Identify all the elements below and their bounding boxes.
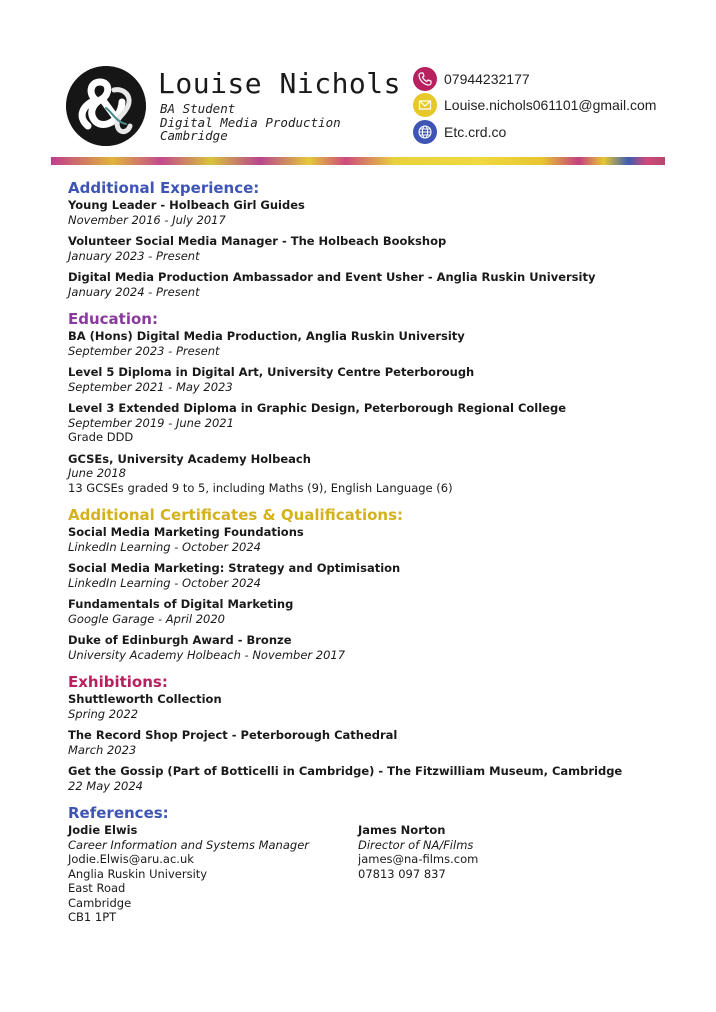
entry-title: Level 5 Diploma in Digital Art, University Centre Peterborough <box>68 365 475 379</box>
section-certificates <box>68 506 668 662</box>
entry-date: LinkedIn Learning - October 2024 <box>68 539 261 554</box>
reference-card <box>68 823 358 925</box>
phone-number[interactable]: 07944232177 <box>444 71 530 87</box>
contact-email[interactable] <box>413 93 656 117</box>
entry-title: BA (Hons) Digital Media Production, Anglia Ruskin University <box>68 329 465 343</box>
entry-date: November 2016 - July 2017 <box>68 212 226 227</box>
entry-title: GCSEs, University Academy Holbeach <box>68 451 311 466</box>
entry-date: September 2019 - June 2021 <box>68 415 234 430</box>
section-title: Additional Certificates & Qualifications: <box>68 506 404 524</box>
list-item <box>68 198 668 227</box>
section-title: Exhibitions: <box>68 673 168 691</box>
list-item <box>68 692 668 721</box>
list-item <box>68 452 668 496</box>
reference-address-line: Anglia Ruskin University <box>68 866 208 881</box>
email-address[interactable]: Louise.nichols061101@gmail.com <box>444 97 657 113</box>
subtitle-line-course: Digital Media Production <box>160 114 341 130</box>
section-references <box>68 804 668 925</box>
reference-name: Jodie Elwis <box>68 823 138 837</box>
reference-email[interactable]: james@na-films.com <box>358 852 479 866</box>
entry-title: Social Media Marketing Foundations <box>68 525 304 539</box>
list-item <box>68 270 668 299</box>
list-item <box>68 764 668 793</box>
section-exhibitions <box>68 673 668 793</box>
section-title: Additional Experience: <box>68 179 260 197</box>
contact-phone[interactable] <box>413 67 530 91</box>
list-item <box>68 561 668 590</box>
resume-body <box>68 179 668 936</box>
entry-title: Young Leader - Holbeach Girl Guides <box>68 198 305 212</box>
entry-date: January 2024 - Present <box>68 284 200 299</box>
references-columns <box>68 823 668 925</box>
reference-address-line: Cambridge <box>68 895 132 910</box>
section-title: Education: <box>68 310 158 328</box>
reference-email[interactable]: Jodie.Elwis@aru.ac.uk <box>68 852 194 866</box>
list-item <box>68 525 668 554</box>
reference-role: Career Information and Systems Manager <box>68 837 309 852</box>
website-url[interactable]: Etc.crd.co <box>444 124 507 140</box>
entry-title: Shuttleworth Collection <box>68 692 222 706</box>
globe-icon <box>413 120 437 144</box>
reference-name: James Norton <box>358 823 446 837</box>
reference-role: Director of NA/Films <box>358 837 474 852</box>
reference-address-line: East Road <box>68 881 126 895</box>
email-icon <box>413 93 437 117</box>
list-item <box>68 633 668 662</box>
entry-title: Volunteer Social Media Manager - The Holbeach Bookshop <box>68 234 447 248</box>
entry-note: Grade DDD <box>68 430 134 444</box>
entry-note: 13 GCSEs graded 9 to 5, including Maths (9), English Language (6) <box>68 480 453 495</box>
logo-ampersand <box>66 66 146 146</box>
reference-address-line: CB1 1PT <box>68 910 117 924</box>
list-item <box>68 365 668 394</box>
entry-title: Digital Media Production Ambassador and Event Usher - Anglia Ruskin University <box>68 270 596 284</box>
entry-date: Google Garage - April 2020 <box>68 611 225 626</box>
entry-title: The Record Shop Project - Peterborough Cathedral <box>68 728 398 742</box>
entry-date: June 2018 <box>68 466 126 480</box>
entry-date: March 2023 <box>68 742 137 757</box>
entry-title: Level 3 Extended Diploma in Graphic Design, Peterborough Regional College <box>68 401 567 415</box>
list-item <box>68 329 668 358</box>
resume-name: Louise Nichols <box>158 67 402 100</box>
entry-date: Spring 2022 <box>68 706 139 721</box>
reference-phone[interactable]: 07813 097 837 <box>358 866 446 881</box>
list-item <box>68 234 668 263</box>
entry-date: September 2023 - Present <box>68 343 220 358</box>
list-item <box>68 597 668 626</box>
subtitle-line-role: BA Student <box>160 101 236 116</box>
entry-title: Fundamentals of Digital Marketing <box>68 597 294 611</box>
section-education <box>68 310 668 495</box>
entry-date: LinkedIn Learning - October 2024 <box>68 575 261 590</box>
section-additional-experience <box>68 179 668 299</box>
reference-card <box>358 823 648 925</box>
subtitle-block <box>160 102 341 143</box>
ampersand-logo-graphic <box>66 66 146 146</box>
list-item <box>68 401 668 445</box>
contact-website[interactable] <box>413 120 506 144</box>
list-item <box>68 728 668 757</box>
entry-title: Get the Gossip (Part of Botticelli in Cambridge) - The Fitzwilliam Museum, Cambridge <box>68 764 623 778</box>
entry-date: January 2023 - Present <box>68 248 200 263</box>
entry-title: Social Media Marketing: Strategy and Optimisation <box>68 561 401 575</box>
section-title: References: <box>68 804 169 822</box>
decorative-color-band <box>51 157 665 165</box>
entry-date: University Academy Holbeach - November 2017 <box>68 647 346 662</box>
phone-icon <box>413 67 437 91</box>
entry-date: 22 May 2024 <box>68 778 143 793</box>
subtitle-line-location: Cambridge <box>160 128 228 143</box>
entry-date: September 2021 - May 2023 <box>68 379 233 394</box>
entry-title: Duke of Edinburgh Award - Bronze <box>68 633 292 647</box>
